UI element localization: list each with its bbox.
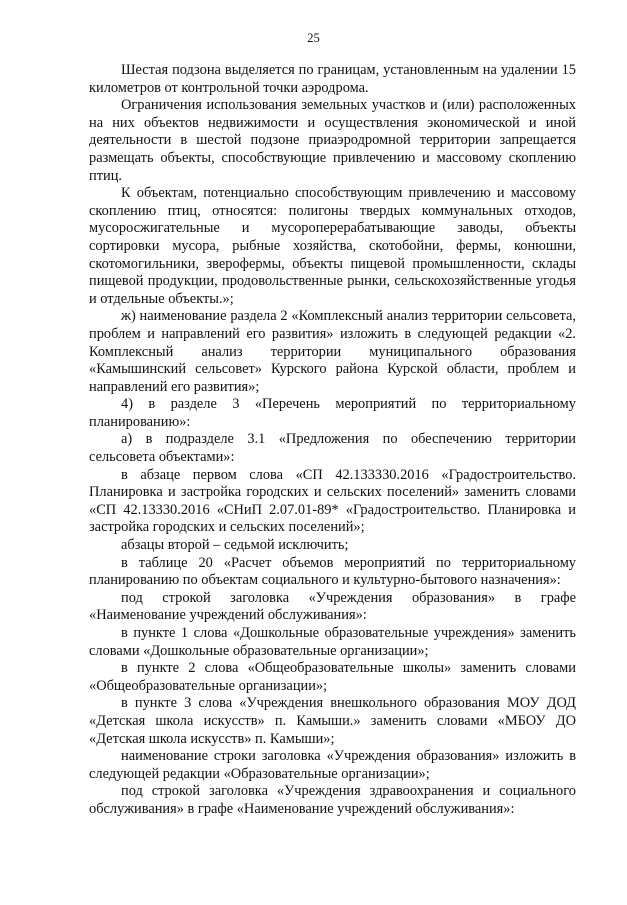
paragraph: в пункте 2 слова «Общеобразовательные школы» заменить словами «Общеобразовательные организации»; <box>89 660 576 694</box>
page-number: 25 <box>307 31 320 45</box>
paragraph: в таблице 20 «Расчет объемов мероприятий по территориальному планированию по объектам социального и культурно-бытового назначения»: <box>89 554 576 589</box>
paragraph: под строкой заголовка «Учреждения здравоохранения и социального обслуживания» в графе «Наименование учреждений обслуживания»: <box>89 783 576 817</box>
paragraph: абзацы второй – седьмой исключить; <box>121 537 349 554</box>
paragraph: К объектам, потенциально способствующим привлечению и массовому скоплению птиц, относятся: полигоны твердых коммунальных отходов, мусоросжигательные и мусороперерабатывающие заводы, объекты сортировки мусора, рыбные хозяйства, скотобойни, фермы, конюшни, скотомогильники, зверофермы, объекты пищевой промышленности, склады пищевой продукции, продовольственные рынки, сельскохозяйственные угодья и отдельные объекты.»; <box>89 185 576 307</box>
paragraph: в пункте 1 слова «Дошкольные образовательные учреждения» заменить словами «Дошкольные образовательные организации»; <box>89 625 576 659</box>
document-body <box>89 62 576 819</box>
paragraph: Шестая подзона выделяется по границам, установленным на удалении 15 километров от контрольной точки аэродрома. <box>89 62 576 96</box>
paragraph: наименование строки заголовка «Учреждения образования» изложить в следующей редакции «Образовательные организации»; <box>89 748 576 782</box>
paragraph: а) в подразделе 3.1 «Предложения по обеспечению территории сельсовета объектами»: <box>89 431 576 466</box>
paragraph: в абзаце первом слова «СП 42.133330.2016 «Градостроительство. Планировка и застройка городских и сельских поселений» заменить словами «СП 42.13330.2016 «СНиП 2.07.01-89* «Градостроительство. Планировка и застройка городских и сельских поселений»; <box>89 466 576 536</box>
paragraph: 4) в разделе 3 «Перечень мероприятий по территориальному планированию»: <box>89 396 576 430</box>
paragraph: под строкой заголовка «Учреждения образования» в графе «Наименование учреждений обслуживания»: <box>89 589 576 624</box>
paragraph: Ограничения использования земельных участков и (или) расположенных на них объектов недвижимости и осуществления экономической и иной деятельности в шестой подзоне приаэродромной территории запрещается размещать объекты, способствующие привлечению и массовому скоплению птиц. <box>89 97 576 184</box>
paragraph: ж) наименование раздела 2 «Комплексный анализ территории сельсовета, проблем и направлений его развития» изложить в следующей редакции «2. Комплексный анализ территории муниципального образования «Камышинский сельсовет» Курского района Курской области, проблем и направлений его развития»; <box>89 308 576 395</box>
paragraph: в пункте 3 слова «Учреждения внешкольного образования МОУ ДОД «Детская школа искусств» п. Камыши.» заменить словами «МБОУ ДО «Детская школа искусств» п. Камыши»; <box>89 695 576 747</box>
